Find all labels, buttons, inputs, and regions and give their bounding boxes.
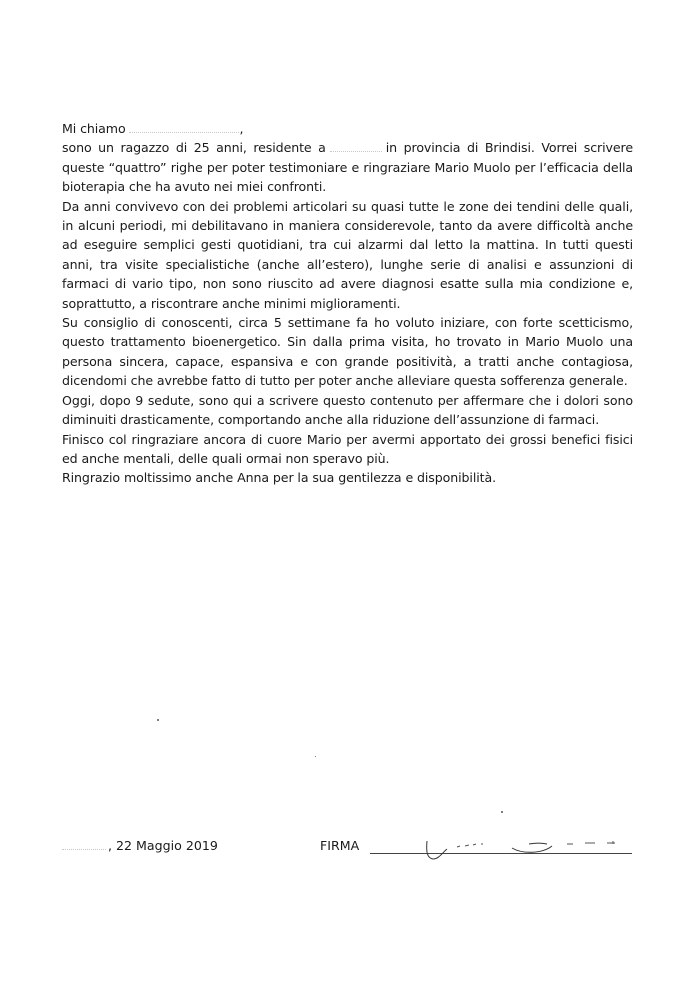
intro-part-2: in provincia di Brindisi. Vorrei scrivere queste “quattro” righe per poter testimoniare e ringraziare Mario Muolo per l’efficacia della bioterapia che ha avuto nei miei confronti.: [62, 140, 633, 195]
greeting-line: [62, 119, 633, 138]
letter-footer: [62, 838, 642, 868]
signature-label: FIRMA: [320, 838, 360, 853]
redacted-town: [330, 150, 382, 152]
scan-speck: [157, 719, 159, 721]
redacted-name: [129, 131, 239, 133]
greeting-prefix: Mi chiamo: [62, 121, 126, 136]
paragraph-conditions: Da anni convivevo con dei problemi articolari su quasi tutte le zone dei tendini delle quali, in alcuni periodi, mi debilitavano in maniera considerevole, tanto da avere difficoltà anche ad eseguire semplici gesti quotidiani, tra cui alzarmi dal letto la mattina. In tutti questi anni, tra visite specialistiche (anche all’estero), lunghe serie di analisi e assunzioni di farmaci di vario tipo, non sono riuscito ad avere diagnosi esatte sulla mia condizione e, soprattutto, a riscontrare anche minimi miglioramenti.: [62, 198, 633, 311]
greeting-suffix: ,: [239, 121, 244, 136]
paragraph-thanks-anna: Ringrazio moltissimo anche Anna per la sua gentilezza e disponibilità.: [62, 470, 496, 486]
paragraph-results: Oggi, dopo 9 sedute, sono qui a scrivere questo contenuto per affermare che i dolori sono diminuiti drasticamente, comportando anche alla riduzione dell’assunzione di farmaci.: [62, 392, 633, 428]
handwritten-signature: [417, 838, 637, 868]
scan-speck: [501, 811, 503, 813]
paragraph-thanks-mario: Finisco col ringraziare ancora di cuore Mario per avermi apportato dei grossi benefici fisici ed anche mentali, delle quali ormai non speravo più.: [62, 431, 633, 466]
date-text: , 22 Maggio 2019: [108, 838, 218, 853]
intro-part-1: sono un ragazzo di 25 anni, residente a: [62, 140, 326, 156]
redacted-place: [62, 848, 106, 850]
intro-paragraph: [62, 138, 633, 196]
testimonial-letter-body: [62, 119, 633, 488]
paragraph-treatment: Su consiglio di conoscenti, circa 5 settimane fa ho voluto iniziare, con forte scetticismo, questo trattamento bioenergetico. Sin dalla prima visita, ho trovato in Mario Muolo una persona sincera, capace, espansiva e con grande positività, a tratti anche contagiosa, dicendomi che avrebbe fatto di tutto per poter anche alleviare questa sofferenza generale.: [62, 315, 633, 389]
scan-speck: [315, 756, 316, 757]
place-and-date: [62, 838, 218, 853]
